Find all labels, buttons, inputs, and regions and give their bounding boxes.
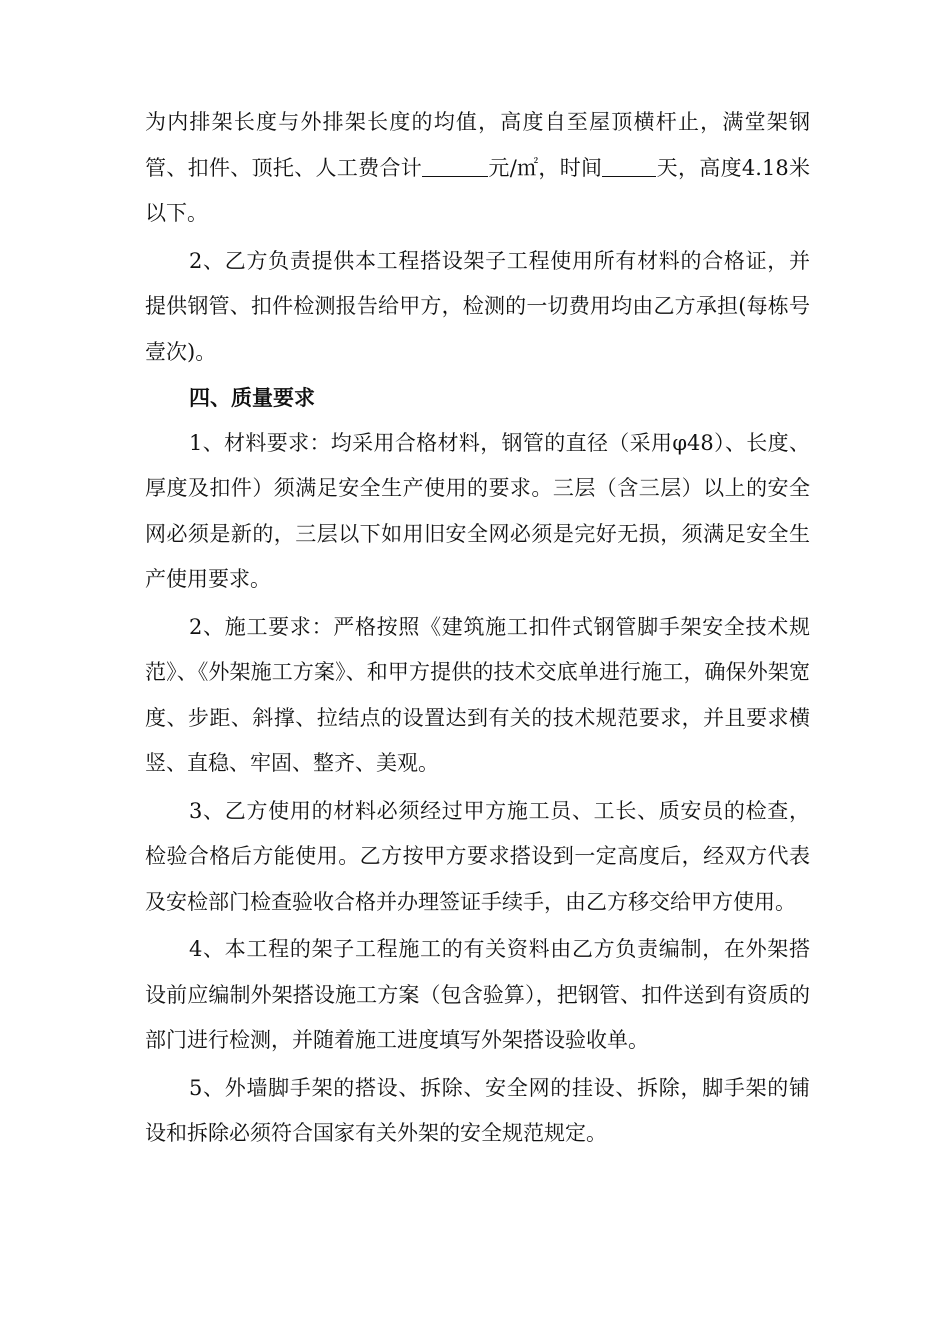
paragraph-text: 元/㎡，时间 (488, 155, 603, 180)
document-page (145, 100, 810, 1157)
paragraph-text: 为内排架长度与外排架长度的均值，高度自至屋顶横杆止，满堂架钢管、扣件、顶托、人工费合计 (145, 110, 810, 180)
quality-item-documentation: 4、本工程的架子工程施工的有关资料由乙方负责编制，在外架搭设前应编制外架搭设施工方案（包含验算），把钢管、扣件送到有资质的部门进行检测，并随着施工进度填写外架搭设验收单。 (145, 937, 810, 1052)
quality-item-construction: 2、施工要求：严格按照《建筑施工扣件式钢管脚手架安全技术规范》、《外架施工方案》、和甲方提供的技术交底单进行施工，确保外架宽度、步距、斜撑、拉结点的设置达到有关的技术规范要求，并且要求横竖、直稳、牢固、整齐、美观。 (145, 614, 810, 775)
paragraph-text: 天，高度4.18米以下。 (145, 155, 810, 225)
paragraph-scaffold-cost (145, 100, 810, 237)
quality-item-inspection: 3、乙方使用的材料必须经过甲方施工员、工长、质安员的检查，检验合格后方能使用。乙方按甲方要求搭设到一定高度后，经双方代表及安检部门检查验收合格并办理签证手续手，由乙方移交给甲方使用。 (145, 798, 810, 914)
section-heading-quality: 四、质量要求 (189, 385, 315, 410)
paragraph-certificates: 2、乙方负责提供本工程搭设架子工程使用所有材料的合格证，并提供钢管、扣件检测报告给甲方，检测的一切费用均由乙方承担(每栋号壹次)。 (145, 248, 810, 364)
price-blank (422, 154, 488, 177)
days-blank (602, 154, 656, 177)
quality-item-safety: 5、外墙脚手架的搭设、拆除、安全网的挂设、拆除，脚手架的铺设和拆除必须符合国家有关外架的安全规范规定。 (145, 1075, 810, 1145)
quality-item-materials: 1、材料要求：均采用合格材料，钢管的直径（采用φ48）、长度、厚度及扣件）须满足安全生产使用的要求。三层（含三层）以上的安全网必须是新的，三层以下如用旧安全网必须是完好无损，须满足安全生产使用要求。 (145, 430, 810, 591)
